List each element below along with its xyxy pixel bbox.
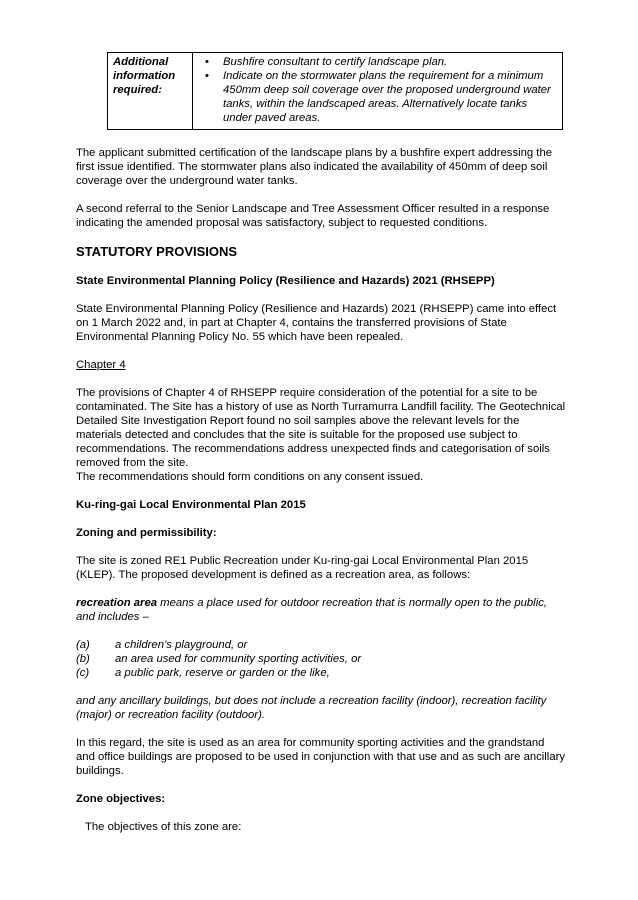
paragraph-rhsepp: State Environmental Planning Policy (Resilience and Hazards) 2021 (RHSEPP) came into effect on 1 March 2022 and, in part at Chapter 4, contains the transferred provisions of State Environmental Planning Policy No. 55 which have been repealed. xyxy=(76,303,557,343)
heading-zoning: Zoning and permissibility: xyxy=(76,527,217,539)
additional-info-table xyxy=(107,52,563,130)
paragraph-second-referral: A second referral to the Senior Landscape and Tree Assessment Officer resulted in a response indicating the amended proposal was satisfactory, subject to requested conditions. xyxy=(76,203,550,229)
heading-rhsepp: State Environmental Planning Policy (Resilience and Hazards) 2021 (RHSEPP) xyxy=(76,275,495,287)
bullet-icon: • xyxy=(205,56,209,68)
heading-zone-objectives: Zone objectives: xyxy=(76,793,166,805)
heading-statutory-provisions: STATUTORY PROVISIONS xyxy=(76,244,238,259)
definition-list xyxy=(76,638,566,680)
list-item: • Bushfire consultant to certify landscape plan. xyxy=(205,56,448,68)
list-item: (b) an area used for community sporting activities, or xyxy=(76,653,362,665)
paragraph-objectives: The objectives of this zone are: xyxy=(85,821,242,833)
paragraph-chapter-4: The provisions of Chapter 4 of RHSEPP require consideration of the potential for a site to be contaminated. The Site has a history of use as North Turramurra Landfill facility. The Geotechnical Detailed Site Investigation Report found no soil samples above the relevant levels for the materials detected and concludes that the site is suitable for the proposed use subject to recommendations. The recommendations address unexpected finds and categorisation of soils removed from the site. xyxy=(76,387,566,469)
list-item: (a) a children’s playground, or xyxy=(76,639,248,651)
paragraph-recommendations: The recommendations should form conditions on any consent issued. xyxy=(76,471,424,483)
additional-info-label: Additional information required: xyxy=(108,53,193,130)
definition-closing: and any ancillary buildings, but does not include a recreation facility (indoor), recreation facility (major) or recreation facility (outdoor). xyxy=(76,695,547,721)
heading-chapter-4: Chapter 4 xyxy=(76,359,126,371)
bullet-icon: • xyxy=(205,70,209,82)
paragraph-certification: The applicant submitted certification of the landscape plans by a bushfire expert addressing the first issue identified. The stormwater plans also indicated the availability of 450mm of deep soil coverage over the underground water tanks. xyxy=(76,147,553,187)
list-item: (c) a public park, reserve or garden or the like, xyxy=(76,667,330,679)
additional-info-items xyxy=(193,53,563,130)
paragraph-regard: In this regard, the site is used as an area for community sporting activities and the grandstand and office buildings are proposed to be used in conjunction with that use and as such are ancillary buildings. xyxy=(76,737,566,777)
definition-paragraph xyxy=(76,596,566,624)
definition-text: means a place used for outdoor recreation that is normally open to the public, and includes – xyxy=(76,597,547,623)
heading-klep: Ku-ring-gai Local Environmental Plan 2015 xyxy=(76,499,306,511)
list-item: • Indicate on the stormwater plans the requirement for a minimum 450mm deep soil coverage over the proposed underground water tanks, within the landscaped areas. Alternatively locate tanks under paved areas. xyxy=(205,70,551,124)
paragraph-zoning: The site is zoned RE1 Public Recreation under Ku-ring-gai Local Environmental Plan 2015 (KLEP). The proposed development is defined as a recreation area, as follows: xyxy=(76,555,529,581)
definition-term: recreation area xyxy=(76,597,158,609)
document-page xyxy=(76,52,566,834)
